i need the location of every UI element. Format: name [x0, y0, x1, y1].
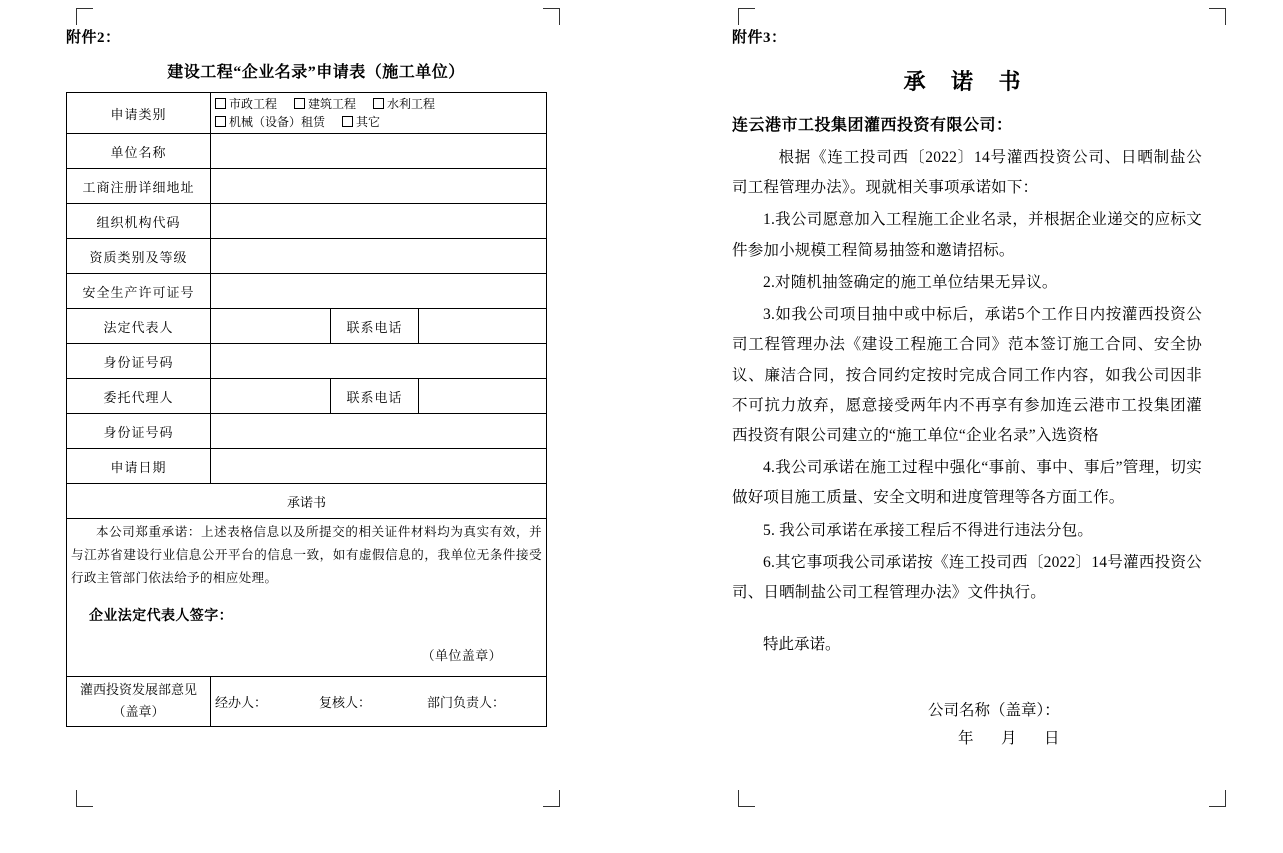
table-row-unit-name [67, 134, 547, 169]
label-legal-rep-phone: 联系电话 [331, 309, 419, 344]
crop-mark-bottom-left [738, 790, 755, 807]
attachment-label-2: 附件2： [66, 30, 121, 46]
commitment-item-4: 4.我公司承诺在施工过程中强化“事前、事中、事后”管理，切实做好项目施工质量、安全文明和进度管理等各方面工作。 [732, 459, 1202, 507]
table-row-org-code [67, 204, 547, 239]
label-agent-id: 身份证号码 [67, 414, 211, 449]
checkbox-label: 其它 [356, 115, 381, 129]
page-right [648, 0, 1283, 853]
crop-mark-bottom-left [76, 790, 93, 807]
crop-mark-bottom-right [543, 790, 560, 807]
commitment-item-1: 1.我公司愿意加入工程施工企业名录，并根据企业递交的应标文件参加小规模工程简易抽签和邀请招标。 [732, 211, 1202, 259]
checkbox-label: 建筑工程 [308, 97, 357, 111]
label-agent: 委托代理人 [67, 379, 211, 414]
checkbox-label: 水利工程 [387, 97, 436, 111]
table-row-legal-rep-id [67, 344, 547, 379]
checkbox-municipal[interactable] [215, 95, 277, 113]
field-register-address[interactable] [211, 169, 547, 204]
opinion-reviewer-label: 复核人： [319, 694, 372, 710]
field-safety-license[interactable] [211, 274, 547, 309]
promise-heading: 承诺书 [67, 484, 547, 519]
field-apply-date[interactable] [211, 449, 547, 484]
checkbox-icon [294, 98, 305, 109]
crop-mark-top-right [1209, 8, 1226, 25]
company-seal-label: 公司名称（盖章）： [928, 701, 1060, 719]
page-left [0, 0, 634, 853]
label-unit-name: 单位名称 [67, 134, 211, 169]
table-row-apply-date [67, 449, 547, 484]
table-row-safety-license [67, 274, 547, 309]
commitment-letter-title: 承 诺 书 [903, 69, 1031, 94]
label-register-address: 工商注册详细地址 [67, 169, 211, 204]
unit-seal-label: （单位盖章） [421, 648, 502, 664]
left-page-content [66, 26, 566, 727]
label-legal-rep-id: 身份证号码 [67, 344, 211, 379]
category-checkbox-group [211, 93, 547, 134]
closing-statement: 特此承诺。 [763, 636, 841, 654]
table-row-promise-body [67, 519, 547, 677]
addressee: 连云港市工投集团灌西投资有限公司： [732, 117, 1013, 134]
checkbox-icon [373, 98, 384, 109]
checkbox-label: 市政工程 [229, 97, 278, 111]
label-legal-rep: 法定代表人 [67, 309, 211, 344]
table-row-qualification [67, 239, 547, 274]
checkbox-icon [215, 116, 226, 127]
label-department-opinion: 灌西投资发展部意见（盖章） [67, 677, 211, 726]
table-row-opinion [67, 677, 547, 726]
commitment-item-2: 2.对随机抽签确定的施工单位结果无异议。 [763, 273, 1058, 291]
field-legal-rep[interactable] [211, 309, 331, 344]
field-department-opinion[interactable] [211, 677, 547, 726]
checkbox-water[interactable] [373, 95, 435, 113]
table-row-promise-heading [67, 484, 547, 519]
field-unit-name[interactable] [211, 134, 547, 169]
checkbox-icon [342, 116, 353, 127]
page-gutter [634, 0, 648, 853]
commitment-item-3: 3.如我公司项目抽中或中标后，承诺5个工作日内按灌西投资公司工程管理办法《建设工程施工合同》范本签订施工合同、安全协议、廉洁合同，按合同约定按时完成合同工作内容，如我公司因非不可抗力放弃，愿意接受两年内不再享有参加连云港市工投集团灌西投资有限公司建立的“施工单位“企业名录”入选资格 [732, 306, 1202, 444]
field-agent-phone[interactable] [419, 379, 547, 414]
checkbox-label: 机械（设备）租赁 [229, 115, 326, 129]
label-qualification: 资质类别及等级 [67, 239, 211, 274]
field-agent-id[interactable] [211, 414, 547, 449]
field-org-code[interactable] [211, 204, 547, 239]
legal-rep-signature-label: 企业法定代表人签字： [89, 609, 233, 625]
table-row-legal-rep [67, 309, 547, 344]
checkbox-icon [215, 98, 226, 109]
field-qualification[interactable] [211, 239, 547, 274]
label-safety-license: 安全生产许可证号 [67, 274, 211, 309]
checkbox-equipment-lease[interactable] [215, 113, 325, 131]
label-agent-phone: 联系电话 [331, 379, 419, 414]
label-application-category: 申请类别 [67, 93, 211, 134]
form-title: 建设工程“企业名录”申请表（施工单位） [167, 64, 465, 81]
label-org-code: 组织机构代码 [67, 204, 211, 239]
crop-mark-bottom-right [1209, 790, 1226, 807]
enterprise-directory-application-table [66, 92, 547, 727]
checkbox-other[interactable] [342, 113, 380, 131]
crop-mark-top-right [543, 8, 560, 25]
table-row-register-address [67, 169, 547, 204]
commitment-item-6: 6.其它事项我公司承诺按《连工投司西〔2022〕14号灌西投资公司、日晒制盐公司工程管理办法》文件执行。 [732, 553, 1202, 602]
right-page-content [732, 26, 1202, 748]
attachment-label-3: 附件3： [732, 30, 787, 46]
opinion-head-label: 部门负责人： [427, 694, 506, 710]
label-apply-date: 申请日期 [67, 449, 211, 484]
checkbox-construction[interactable] [294, 95, 356, 113]
promise-body [67, 519, 547, 677]
opinion-handler-label: 经办人： [215, 694, 268, 710]
field-agent[interactable] [211, 379, 331, 414]
field-legal-rep-phone[interactable] [419, 309, 547, 344]
table-row-agent-id [67, 414, 547, 449]
intro-paragraph: 根据《连工投司西〔2022〕14号灌西投资公司、日晒制盐公司工程管理办法》。现就相关事项承诺如下： [732, 149, 1202, 197]
table-row-category [67, 93, 547, 134]
promise-text: 本公司郑重承诺：上述表格信息以及所提交的相关证件材料均为真实有效，并与江苏省建设行业信息公开平台的信息一致，如有虚假信息的，我单位无条件接受行政主管部门依法给予的相应处理。 [71, 525, 542, 586]
commitment-item-5: 5. 我公司承诺在承接工程后不得进行违法分包。 [763, 521, 1094, 539]
crop-mark-top-left [738, 8, 755, 25]
crop-mark-top-left [76, 8, 93, 25]
field-legal-rep-id[interactable] [211, 344, 547, 379]
signature-date-line: 年 月 日 [958, 729, 1066, 747]
table-row-agent [67, 379, 547, 414]
